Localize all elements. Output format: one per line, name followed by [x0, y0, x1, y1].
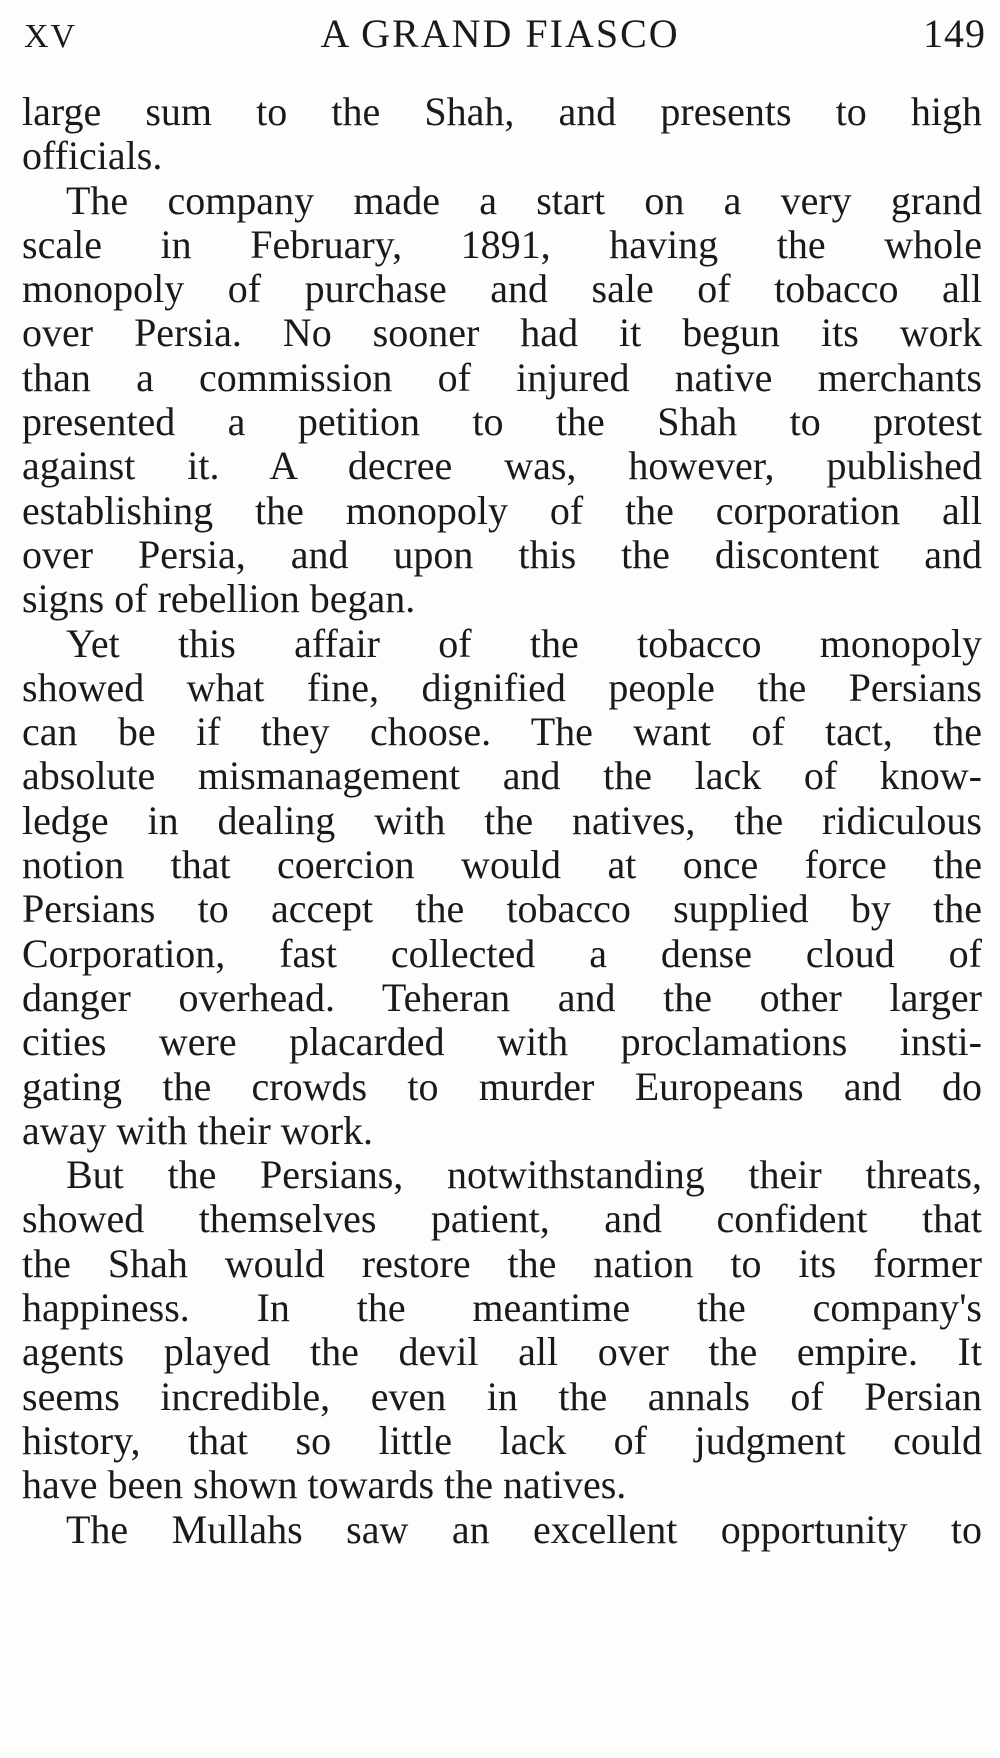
- text-line: gating the crowds to murder Europeans and do: [22, 1063, 982, 1109]
- chapter-title: A GRAND FIASCO: [320, 11, 680, 56]
- text-line: Persians to accept the tobacco supplied by the: [22, 886, 982, 932]
- text-line: presented a petition to the Shah to protest: [22, 399, 982, 445]
- text-line: happiness. In the meantime the company's: [22, 1285, 982, 1331]
- text-line: agents played the devil all over the empire. It: [22, 1329, 982, 1375]
- text-line: establishing the monopoly of the corporation all: [22, 487, 982, 533]
- paragraph: [22, 1153, 982, 1507]
- text-line: But the Persians, notwithstanding their threats,: [66, 1152, 982, 1198]
- text-line: against it. A decree was, however, published: [22, 443, 982, 489]
- paragraph: [22, 1508, 982, 1552]
- text-line: scale in February, 1891, having the whole: [22, 221, 982, 267]
- text-line: cities were placarded with proclamations insti-: [22, 1019, 982, 1065]
- text-line: showed themselves patient, and confident that: [22, 1196, 982, 1242]
- text-line: showed what fine, dignified people the Persians: [22, 664, 982, 710]
- text-line: history, that so little lack of judgment could: [22, 1417, 982, 1463]
- text-line: can be if they choose. The want of tact, the: [22, 709, 982, 755]
- text-line: ledge in dealing with the natives, the ridiculous: [22, 797, 982, 843]
- text-line: have been shown towards the natives.: [22, 1462, 627, 1508]
- text-line: monopoly of purchase and sale of tobacco all: [22, 266, 982, 312]
- text-line: absolute mismanagement and the lack of know-: [22, 753, 982, 799]
- text-line: than a commission of injured native merchants: [22, 354, 982, 400]
- text-line: Corporation, fast collected a dense cloud of: [22, 930, 982, 976]
- paragraph: [22, 179, 982, 622]
- text-line: signs of rebellion began.: [22, 576, 416, 622]
- text-line: Yet this affair of the tobacco monopoly: [66, 620, 982, 666]
- running-head: [24, 10, 986, 70]
- text-line: over Persia, and upon this the discontent and: [22, 531, 982, 577]
- paragraph: [22, 90, 982, 179]
- text-line: danger overhead. Teheran and the other larger: [22, 974, 982, 1020]
- chapter-number: XV: [24, 18, 78, 55]
- body-text: [22, 90, 982, 1552]
- text-line: large sum to the Shah, and presents to high: [22, 89, 982, 134]
- text-line: away with their work.: [22, 1107, 374, 1153]
- text-line: seems incredible, even in the annals of Persian: [22, 1373, 982, 1419]
- text-line: The Mullahs saw an excellent opportunity to: [66, 1506, 982, 1552]
- text-line: notion that coercion would at once force the: [22, 842, 982, 888]
- page-number: 149: [923, 11, 986, 56]
- text-line: the Shah would restore the nation to its former: [22, 1240, 982, 1286]
- text-line: officials.: [22, 133, 163, 179]
- text-line: The company made a start on a very grand: [66, 177, 982, 223]
- text-line: over Persia. No sooner had it begun its work: [22, 310, 982, 356]
- paragraph: [22, 622, 982, 1154]
